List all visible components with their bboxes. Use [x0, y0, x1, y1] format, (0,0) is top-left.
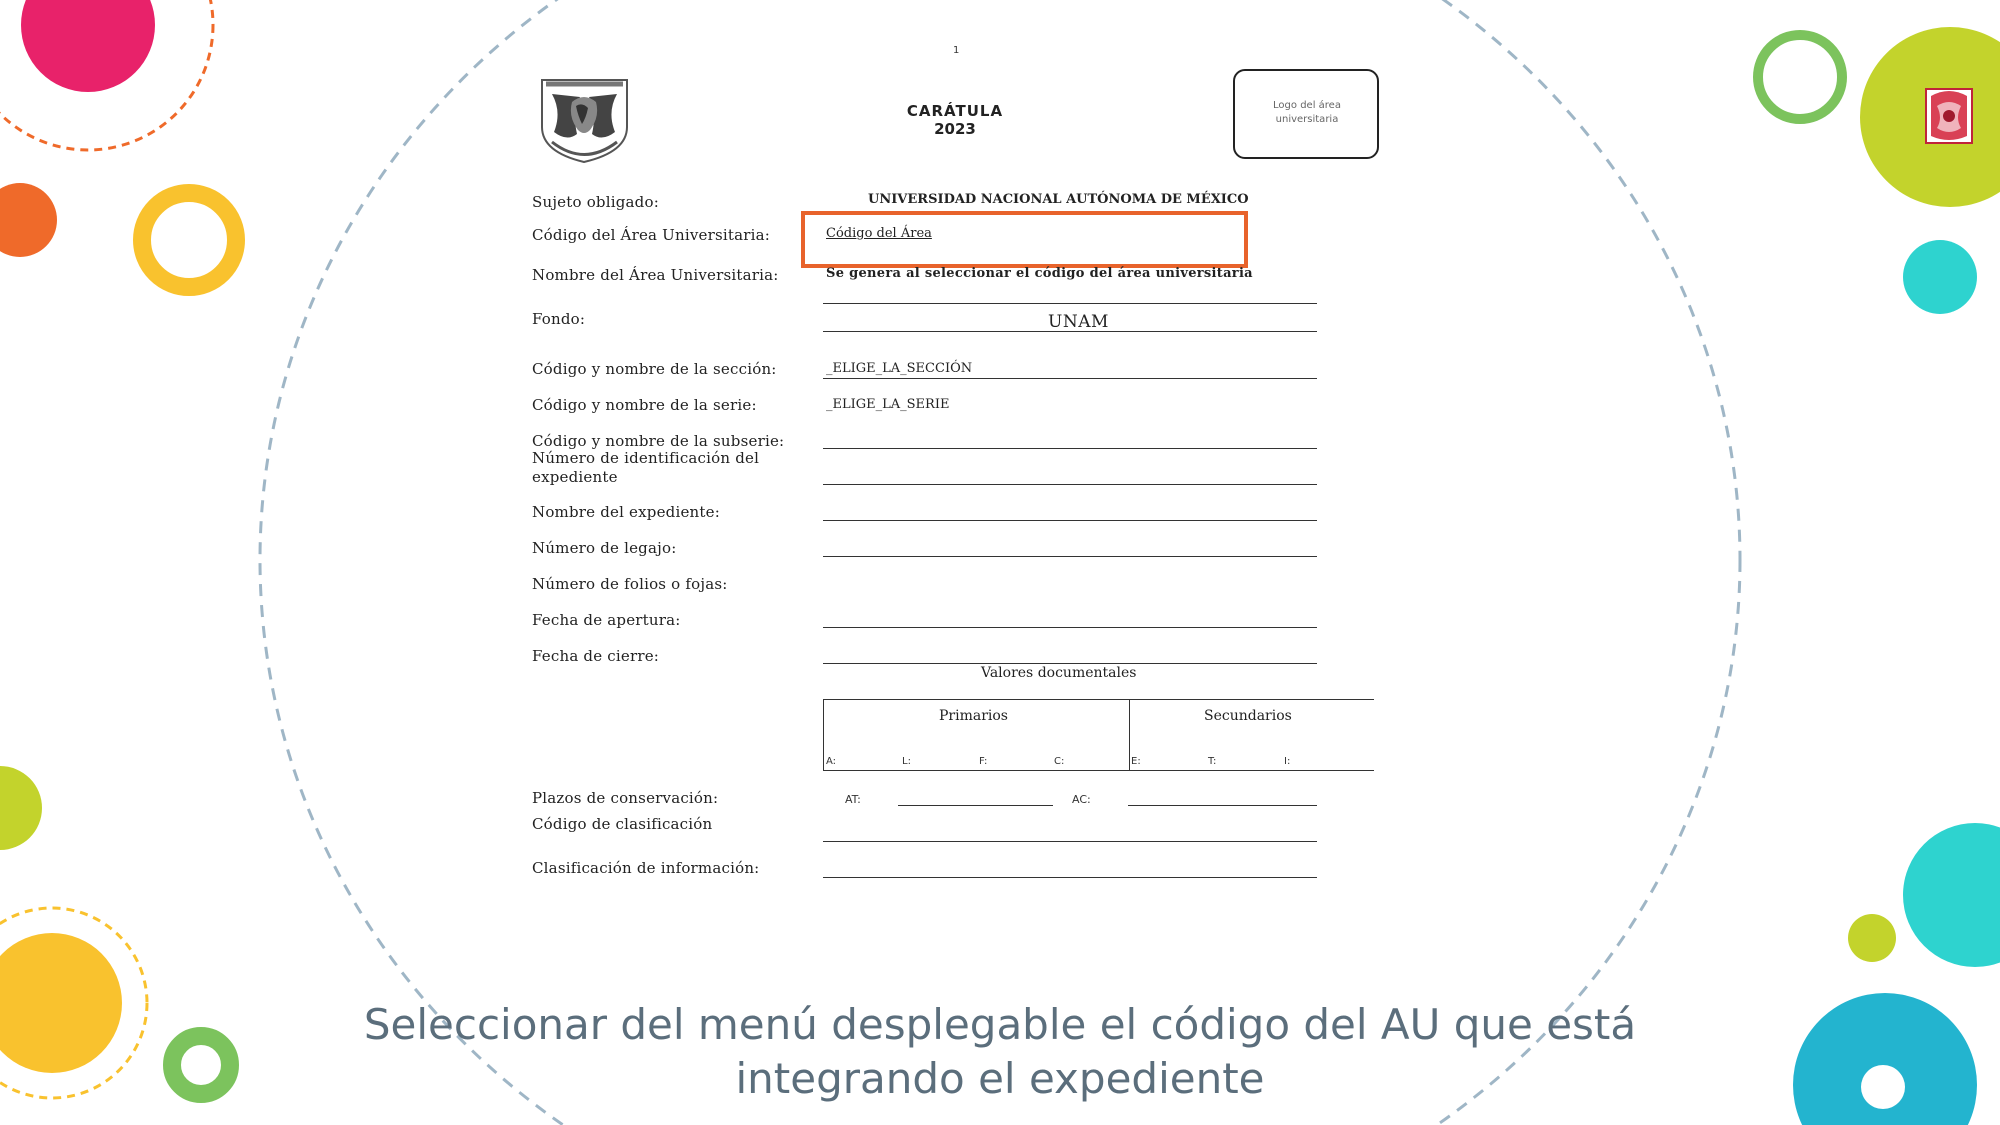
cierre-line [823, 663, 1317, 664]
folios-label: Número de folios o fojas: [532, 575, 728, 593]
page-number: 1 [953, 45, 960, 56]
prim-f: F: [979, 756, 988, 767]
legajo-line [823, 556, 1317, 557]
circle-teal-large [1903, 823, 2000, 967]
nombre-area-line [823, 303, 1317, 304]
fondo-label: Fondo: [532, 310, 586, 328]
fondo-value: UNAM [1048, 312, 1109, 332]
subserie-label: Código y nombre de la subserie: [532, 432, 785, 450]
circle-lime-small [1848, 914, 1896, 962]
subserie-line [823, 448, 1317, 449]
nombre-exp-line [823, 520, 1317, 521]
circle-teal-small [1903, 240, 1977, 314]
serie-label: Código y nombre de la serie: [532, 396, 757, 414]
ring-green-right [1758, 35, 1842, 119]
circle-pink [21, 0, 155, 92]
valores-title: Valores documentales [981, 665, 1137, 681]
prim-c: C: [1054, 756, 1065, 767]
codigo-area-label: Código del Área Universitaria: [532, 226, 770, 244]
apertura-label: Fecha de apertura: [532, 611, 681, 629]
sec-t: T: [1208, 756, 1217, 767]
ac-line [1128, 805, 1317, 806]
seccion-label: Código y nombre de la sección: [532, 360, 777, 378]
legajo-label: Número de legajo: [532, 539, 677, 557]
at-label: AT: [845, 793, 861, 806]
logo-placeholder-text: Logo del área universitaria [1273, 100, 1341, 125]
fondo-line [823, 331, 1317, 332]
nombre-area-label: Nombre del Área Universitaria: [532, 266, 779, 284]
serie-dropdown[interactable]: _ELIGE_LA_SERIE [826, 397, 950, 412]
logo-placeholder-box [1233, 69, 1379, 159]
codigo-area-dropdown[interactable]: Código del Área [826, 226, 932, 241]
page-title: CARÁTULA [906, 102, 1004, 120]
apertura-line [823, 627, 1317, 628]
identificacion-line [823, 484, 1317, 485]
page-year: 2023 [934, 120, 976, 138]
sec-i: I: [1284, 756, 1291, 767]
prim-a: A: [826, 756, 837, 767]
unam-seal-icon [1925, 88, 1973, 144]
seccion-line [823, 378, 1317, 379]
clasif-code-line [823, 841, 1317, 842]
clasif-info-label: Clasificación de información: [532, 859, 760, 877]
unam-crest-icon [532, 72, 637, 164]
secundarios-header: Secundarios [1204, 708, 1292, 724]
dashed-oval [260, 0, 1740, 1125]
caption-line-1: Seleccionar del menú desplegable el código del AU que está [363, 1000, 1637, 1049]
nombre-area-value: Se genera al seleccionar el código del área universitaria [826, 266, 1253, 281]
valores-divider [1129, 700, 1130, 770]
prim-l: L: [902, 756, 911, 767]
plazos-label: Plazos de conservación: [532, 789, 719, 807]
sec-e: E: [1131, 756, 1141, 767]
identificacion-label: Número de identificación del expediente [532, 449, 760, 486]
cierre-label: Fecha de cierre: [532, 647, 660, 665]
caption-line-2: integrando el expediente [735, 1054, 1265, 1103]
circle-orange [0, 183, 57, 257]
nombre-exp-label: Nombre del expediente: [532, 503, 720, 521]
primarios-header: Primarios [939, 708, 1008, 724]
valores-table [823, 699, 1374, 771]
ac-label: AC: [1072, 793, 1091, 806]
clasif-code-label: Código de clasificación [532, 815, 713, 833]
at-line [898, 805, 1053, 806]
sujeto-value: UNIVERSIDAD NACIONAL AUTÓNOMA DE MÉXICO [868, 192, 1249, 207]
clasif-info-line [823, 877, 1317, 878]
sujeto-label: Sujeto obligado: [532, 193, 659, 211]
circle-lime-left [0, 766, 42, 850]
seccion-dropdown[interactable]: _ELIGE_LA_SECCIÓN [826, 361, 973, 376]
ring-yellow [142, 193, 236, 287]
